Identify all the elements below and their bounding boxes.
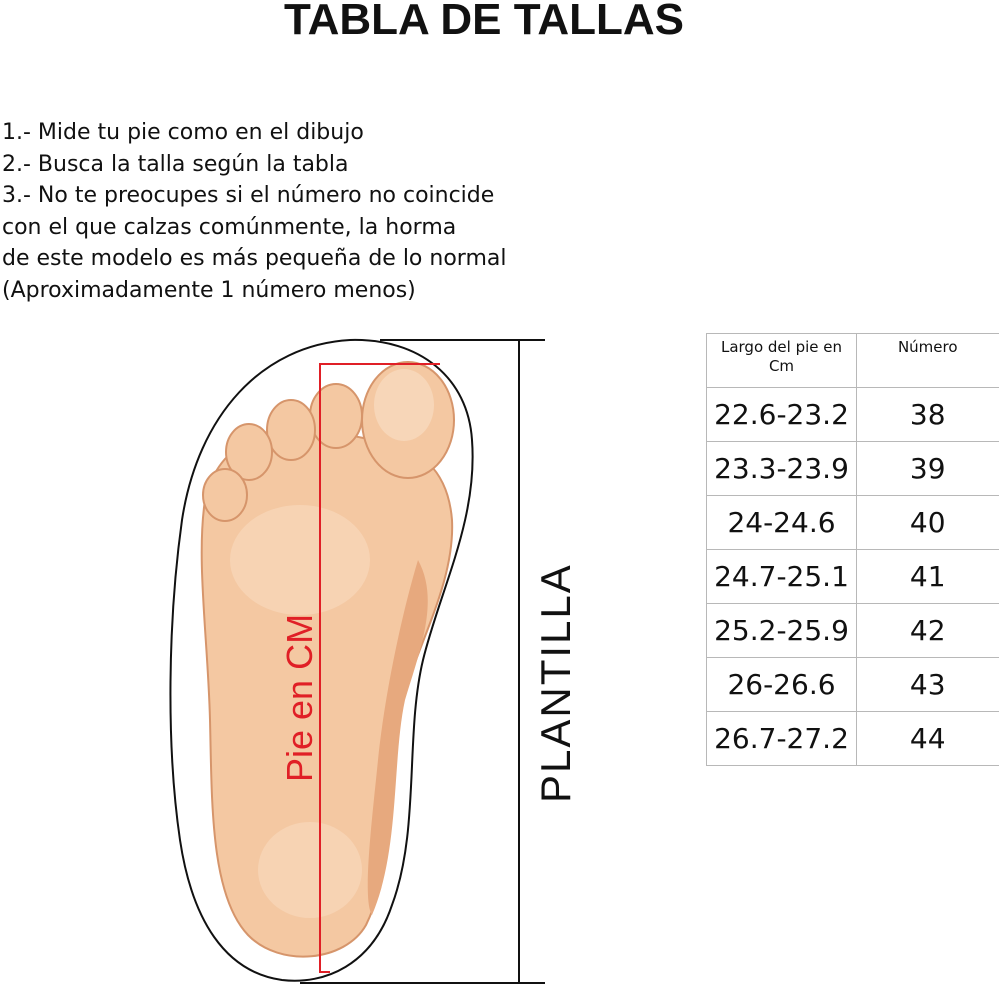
size-number-cell: 43 — [857, 658, 999, 712]
third-toe — [267, 400, 315, 460]
table-row — [707, 658, 999, 712]
little-toe — [203, 469, 247, 521]
foot-length-cell: 26-26.6 — [707, 658, 857, 712]
insole-length-label: PLANTILLA — [532, 563, 579, 803]
instruction-step-3-line-3: de este modelo es más pequeña de lo normal — [2, 246, 507, 272]
instruction-step-3-line-2: con el que calzas comúnmente, la horma — [2, 214, 457, 240]
foot-heel-highlight — [258, 822, 362, 918]
table-row — [707, 550, 999, 604]
instruction-step-3-line-4: (Aproximadamente 1 número menos) — [2, 277, 416, 303]
foot-length-cell: 24.7-25.1 — [707, 550, 857, 604]
table-row — [707, 442, 999, 496]
size-number-cell: 44 — [857, 712, 999, 766]
header-foot-length: Largo del pie en Cm — [707, 334, 857, 388]
foot-length-cell: 22.6-23.2 — [707, 388, 857, 442]
foot-ball-highlight — [230, 505, 370, 615]
size-number-cell: 42 — [857, 604, 999, 658]
second-toe — [310, 384, 362, 448]
foot-length-cell: 23.3-23.9 — [707, 442, 857, 496]
instruction-step-2: 2.- Busca la talla según la tabla — [2, 151, 349, 177]
table-row — [707, 604, 999, 658]
foot-length-cell: 25.2-25.9 — [707, 604, 857, 658]
size-number-cell: 40 — [857, 496, 999, 550]
size-table-header-row — [707, 334, 999, 388]
foot-length-label: Pie en CM — [279, 613, 320, 782]
table-row — [707, 388, 999, 442]
big-toe-pad — [374, 369, 434, 441]
table-row — [707, 712, 999, 766]
header-size-number: Número — [857, 334, 999, 388]
instruction-step-1: 1.- Mide tu pie como en el dibujo — [2, 120, 364, 145]
table-row — [707, 496, 999, 550]
size-table — [706, 333, 999, 766]
size-number-cell: 39 — [857, 442, 999, 496]
size-number-cell: 38 — [857, 388, 999, 442]
foot-length-cell: 24-24.6 — [707, 496, 857, 550]
instruction-step-3: 3.- No te preocupes si el número no coincide — [2, 183, 495, 209]
page-title: TABLA DE TALLAS — [283, 0, 685, 44]
size-number-cell: 41 — [857, 550, 999, 604]
foot-length-cell: 26.7-27.2 — [707, 712, 857, 766]
